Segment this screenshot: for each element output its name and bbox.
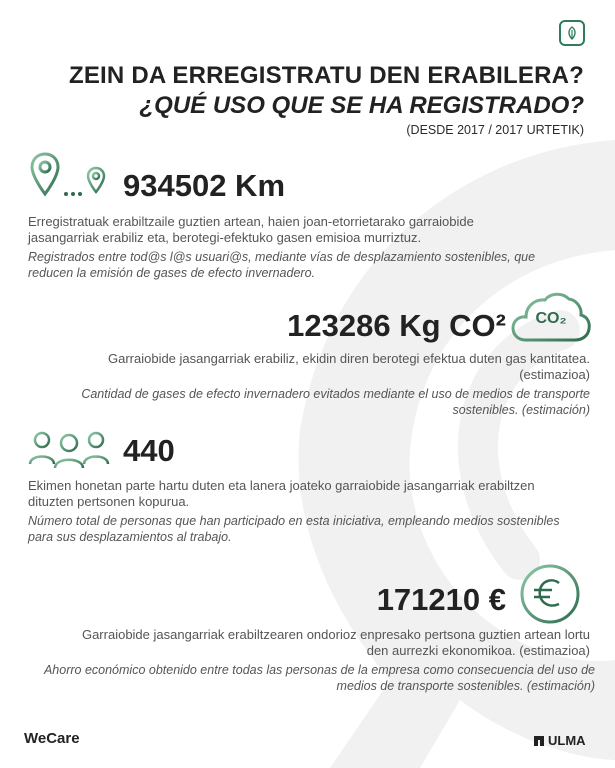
title-basque: ZEIN DA ERREGISTRATU DEN ERABILERA?	[68, 62, 584, 89]
title-spanish: ¿QUÉ USO QUE SE HA REGISTRADO?	[139, 92, 584, 119]
co2-icon-text: CO₂	[535, 310, 567, 327]
leaf-badge-icon	[559, 20, 585, 46]
since-date: (DESDE 2017 / 2017 URTETIK)	[406, 123, 584, 137]
stat-co2-desc-es: Cantidad de gases de efecto invernadero evitados mediante el uso de medios de transporte sostenibles. (estimación)	[81, 387, 590, 417]
co2-cloud-icon	[510, 288, 592, 346]
stat-euro-desc-eu: Garraiobide jasangarriak erabiltzearen ondorioz enpresako pertsona guztien artean lortu den aurrezki ekonomikoa. (estimazioa)	[81, 627, 590, 658]
people-icon	[28, 430, 110, 470]
stat-co2-desc-eu: Garraiobide jasangarriak erabiliz, ekidin diren berotegi efektua duten gas kantitatea. (estimazioa)	[107, 351, 590, 382]
location-pins-icon	[28, 150, 118, 200]
wecare-logo: WeCare	[24, 730, 80, 747]
stat-km-value: 934502 Km	[123, 168, 286, 203]
stat-co2-value: 123286 Kg CO²	[287, 308, 506, 343]
stat-people-value: 440	[123, 433, 175, 468]
stat-euro-desc-es: Ahorro económico obtenido entre todas las personas de la empresa como consecuencia del uso de medios de transporte sostenibles. (estimación)	[43, 663, 595, 693]
stat-people-desc-es: Número total de personas que han participado en esta iniciativa, empleando medios sostenibles para sus desplazamientos al trabajo.	[28, 514, 560, 544]
ulma-mark-icon	[533, 735, 545, 747]
stat-euro-value: 171210 €	[376, 582, 506, 617]
stat-km-desc-eu: Erregistratuak erabiltzaile guztien artean, haien joan-etorrietarako garraiobide jasangarriak erabiliz eta, berotegi-efektuko gasen emisioa murriztuz.	[28, 214, 474, 245]
stat-people-desc-eu: Ekimen honetan parte hartu duten eta lanera joateko garraiobide jasangarriak erabiltzen dituzten pertsonen kopurua.	[28, 478, 535, 509]
ulma-logo-text: ULMA	[548, 733, 586, 748]
euro-icon	[519, 563, 581, 625]
stat-km-desc-es: Registrados entre tod@s l@s usuari@s, mediante vías de desplazamiento sostenibles, que reducen la emisión de gases de efecto invernadero.	[28, 250, 536, 280]
ulma-logo	[533, 733, 586, 748]
